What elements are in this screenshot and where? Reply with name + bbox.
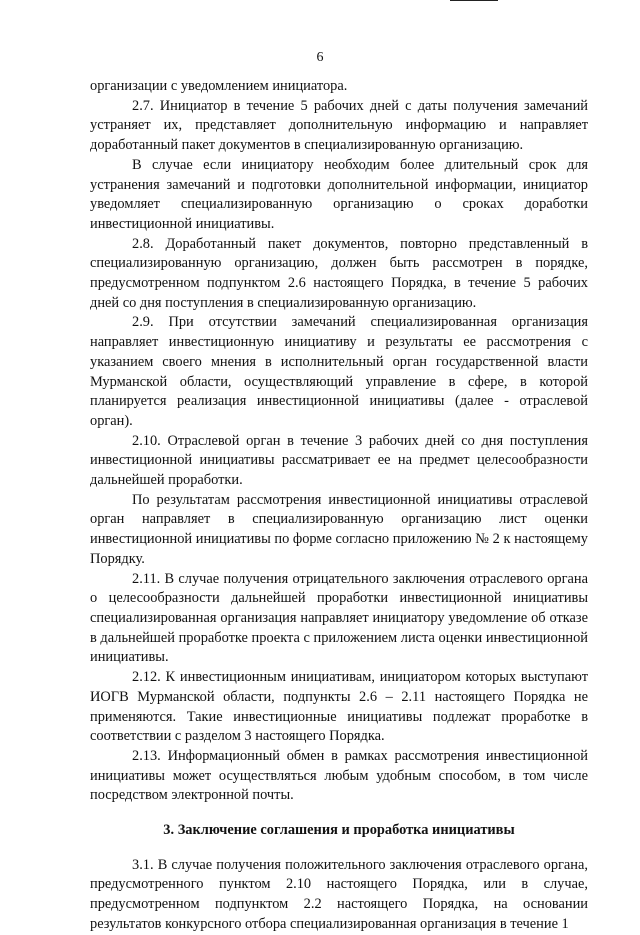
paragraph-evaluation-sheet: По результатам рассмотрения инвестиционной инициативы отраслевой орган направляет в специализированную организацию лист оценки инвестиционной инициативы по форме согласно приложению № 2 к настоящему Порядку. — [90, 491, 588, 567]
paragraph-2-11: 2.11. В случае получения отрицательного заключения отраслевого органа о целесообразности дальнейшей проработки инвестиционной инициативы специализированная организация направляет инициатору уведомление об отказе в дальнейшей проработке проекта с приложением листа оценки инвестиционной инициативы. — [90, 570, 588, 666]
paragraph-3-1: 3.1. В случае получения положительного заключения отраслевого органа, предусмотренного пунктом 2.10 настоящего Порядка, или в случае, предусмотренном подпунктом 2.2 настоящего Порядка, на основании результатов конкурсного отбора специализированная организация в течение 1 — [90, 856, 588, 932]
top-edge-mark — [450, 0, 498, 1]
paragraph-extension: В случае если инициатору необходим более длительный срок для устранения замечаний и подготовки дополнительной информации, инициатор уведомляет специализированную организацию о сроках доработки инвестиционной инициативы. — [90, 156, 588, 232]
paragraph-2-10: 2.10. Отраслевой орган в течение 3 рабочих дней со дня поступления инвестиционной инициативы рассматривает ее на предмет целесообразности дальнейшей проработки. — [90, 432, 588, 489]
paragraph-2-8: 2.8. Доработанный пакет документов, повторно представленный в специализированную организацию, должен быть рассмотрен в порядке, предусмотренном подпунктом 2.6 настоящего Порядка, в течение 5 рабочих дней со дня поступления в специализированную организацию. — [90, 235, 588, 311]
paragraph-2-13: 2.13. Информационный обмен в рамках рассмотрения инвестиционной инициативы может осуществляться любым удобным способом, в том числе посредством электронной почты. — [90, 747, 588, 804]
paragraph-2-12: 2.12. К инвестиционным инициативам, инициатором которых выступают ИОГВ Мурманской области, подпункты 2.6 – 2.11 настоящего Порядка не применяются. Такие инвестиционные инициативы подлежат проработке в соответствии с разделом 3 настоящего Порядка. — [90, 669, 588, 745]
section-heading: 3. Заключение соглашения и проработка инициативы — [163, 822, 515, 839]
paragraph-2-7: 2.7. Инициатор в течение 5 рабочих дней с даты получения замечаний устраняет их, представляет дополнительную информацию и направляет доработанный пакет документов в специализированную организацию. — [90, 97, 588, 154]
document-body — [90, 77, 588, 935]
paragraph-2-9: 2.9. При отсутствии замечаний специализированная организация направляет инвестиционную инициативу и результаты ее рассмотрения с указанием своего мнения в исполнительный орган государственной власти Мурманской области, осуществляющий управление в сфере, в которой планируется реализация инвестиционной инициативы (далее - отраслевой орган). — [90, 314, 588, 429]
page-number: 6 — [316, 50, 324, 65]
paragraph-continuation: организации с уведомлением инициатора. — [90, 78, 348, 94]
